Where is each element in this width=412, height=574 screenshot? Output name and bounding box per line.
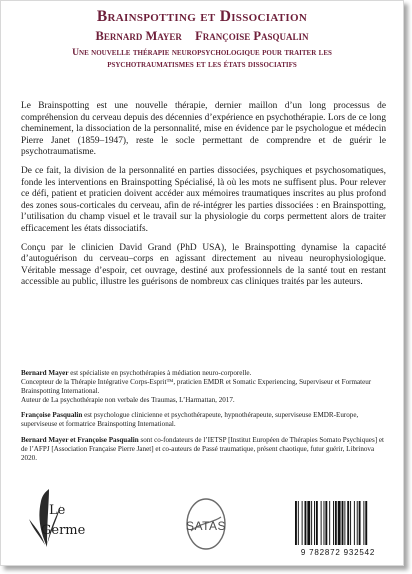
blurb-paragraph-2: De ce fait, la division de la personnalité en parties dissociées, psychiques et psychosomatiques, fonde les interventions en Brainspotting Spécialisé, là où les mots ne suffisent plus. Pour relever ce défi, patient et praticien doivent accéder aux mémoires traumatiques inscrites au plus profond des zones sous-corticales du cerveau, afin de ré-intégrer les parties dissociées : en Brainspotting, l’utilisation du champ visuel et le travail sur la physiologie du corps permettent alors de traiter efficacement les états dissociatifs. [21, 165, 386, 234]
barcode-bar [357, 501, 358, 545]
barcode-bar [311, 501, 312, 545]
author-pasqualin: Françoise Pasqualin [195, 29, 309, 43]
subtitle-line-2: psychotraumatismes et les états dissociatifs [107, 58, 297, 70]
barcode-bar [329, 501, 330, 545]
author-names [1, 29, 403, 44]
barcode-bar [333, 501, 334, 545]
barcode-bar [344, 501, 345, 545]
subtitle-line-1: Une nouvelle thérapie neuropsychologique pour traiter les [72, 47, 332, 58]
bio-mayer [21, 369, 389, 405]
blurb-paragraph-3: Conçu par le clinicien David Grand (PhD USA), le Brainspotting dynamise la capacité d’autoguérison du cerveau–corps en agissant directement au niveau neurophysiologique. Véritable message d’espoir, cet ouvrage, destiné aux professionnels de la santé tout en restant accessible au public, illustre les guérisons de nombreux cas cliniques traités par les auteurs. [21, 242, 386, 288]
barcode-bar [363, 501, 364, 545]
bio-both-names: Bernard Mayer et Françoise Pasqualin [21, 435, 139, 444]
barcode-bar [338, 501, 341, 545]
publisher-name-2: Germe [41, 523, 86, 538]
bio-pasqualin-name: Françoise Pasqualin [21, 411, 83, 420]
satas-logo [171, 497, 241, 553]
barcode-bar [316, 501, 318, 545]
barcode-bar [314, 501, 315, 545]
barcode-bar [354, 501, 355, 545]
book-subtitle [1, 47, 403, 70]
barcode-bar [295, 501, 297, 545]
barcode-bar [302, 501, 303, 545]
barcode-bar [305, 501, 307, 545]
publisher-logo [19, 489, 101, 555]
bio-both-text: sont co-fondateurs de l’IETSP [Institut Européen de Thérapies Somato Psychiques] et de l’AFPJ [Association Française Pierre Janet] et co-auteurs de Passé traumatique, présent chaotique, futur guérir, Librinova 2020. [21, 435, 384, 462]
blurb [21, 101, 386, 296]
bio-mayer-line-2: Concepteur de la Thérapie Intégrative Corps-Esprit™, praticien EMDR et Somatic Experiencing, Superviseur et Formateur Brainspotting International. [21, 378, 372, 396]
isbn-digits: 9 782872 932542 [300, 548, 376, 557]
book-title: Brainspotting et Dissociation [96, 8, 308, 25]
bio-mayer-line-3: Auteur de La psychothérapie non verbale des Traumas, L’Harmattan, 2017. [21, 396, 235, 405]
bio-pasqualin-text: est psychologue clinicienne et psychothérapeute, hypnothérapeute, superviseuse EMDR-Europe, superviseuse et formatrice Brainspotting International. [21, 411, 359, 429]
barcode-bars [289, 499, 387, 547]
bio-mayer-name: Bernard Mayer [21, 369, 69, 377]
barcode-bar [335, 501, 337, 545]
barcode-bar [321, 501, 322, 545]
bio-pasqualin [21, 411, 389, 429]
barcode-bar [307, 501, 310, 545]
cover-header [1, 7, 403, 70]
barcode-bar [324, 501, 325, 545]
barcode-bar [359, 501, 361, 545]
leaf-icon [27, 489, 67, 549]
bio-both [21, 436, 389, 463]
publisher-name-1: Le [49, 503, 66, 518]
barcode-bar [347, 501, 349, 545]
barcode-bar [325, 501, 327, 545]
bio-mayer-line-1: est spécialiste en psychothérapies à médiation neuro-corporelle. [68, 369, 252, 377]
blurb-paragraph-1: Le Brainspotting est une nouvelle thérapie, dernier maillon d’un long processus de compréhension du cerveau depuis des décennies d’expérience en psychothérapie. Lors de ce long cheminement, la dissociation de la personnalité, mise en évidence par le psychologue et médecin Pierre Janet (1859–1947), reste le socle permettant de comprendre et de guérir le psychotraumatisme. [21, 101, 386, 158]
barcode-bar [365, 501, 367, 545]
author-bios [21, 369, 389, 466]
satas-label: SATAS [185, 519, 227, 533]
author-mayer: Bernard Mayer [95, 29, 182, 43]
barcode-bar [342, 501, 344, 545]
barcode-bar [350, 501, 351, 545]
barcode-bar [298, 501, 299, 545]
isbn-barcode [289, 499, 387, 559]
